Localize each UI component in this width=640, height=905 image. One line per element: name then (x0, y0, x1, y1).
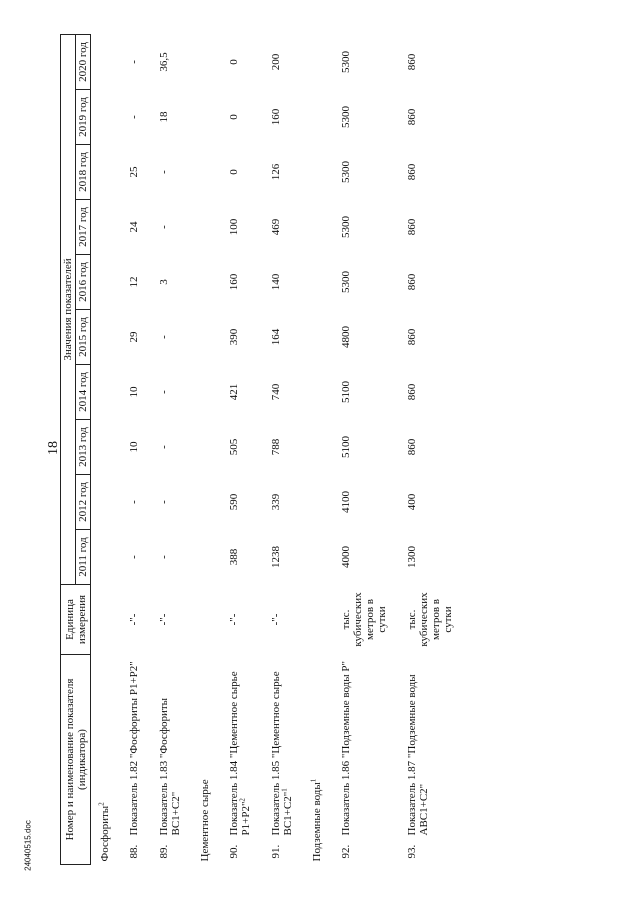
value-cell: 0 (228, 169, 240, 175)
value-cell: 3 (158, 279, 170, 285)
value-cell: 140 (270, 273, 282, 291)
category-row (91, 34, 120, 864)
indicator-name: Показатель 1.84 "Цементное сырье P1+P2" (228, 671, 252, 836)
value-cell: - (128, 115, 140, 119)
table-row (397, 34, 463, 864)
value-cell: 469 (270, 218, 282, 236)
header-year: 2020 год (76, 34, 91, 89)
value-cell: 590 (228, 493, 240, 511)
table-row (149, 34, 191, 864)
value-cell: 400 (406, 493, 418, 511)
indicator-name: Показатель 1.83 "Фосфориты ВС1+С2" (158, 697, 182, 836)
header-name: Номер и наименование показателя (индикатора) (61, 655, 91, 865)
value-cell: 860 (406, 383, 418, 401)
value-cell: 5300 (340, 216, 352, 238)
value-cell: - (128, 500, 140, 504)
value-cell: 164 (270, 328, 282, 346)
value-cell: 1238 (270, 546, 282, 568)
category-name: Фосфориты (99, 805, 111, 862)
value-cell: 25 (128, 166, 140, 178)
footer-filename: 24040515.doc (23, 820, 33, 871)
header-values-group: Значения показателей (61, 34, 76, 584)
value-cell: 0 (228, 114, 240, 120)
value-cell: 860 (406, 273, 418, 291)
table-row (219, 34, 261, 864)
indicator-name: Показатель 1.86 "Подземные воды P" (340, 661, 352, 836)
value-cell: - (158, 555, 170, 559)
value-cell: 4000 (340, 546, 352, 568)
category-name: Цементное сырье (199, 779, 211, 862)
header-unit: Единица измерения (61, 585, 91, 655)
value-cell: 0 (228, 59, 240, 65)
indicator-name: Показатель 1.82 "Фосфориты P1+P2" (128, 661, 140, 836)
value-cell: 4100 (340, 491, 352, 513)
value-cell: - (158, 390, 170, 394)
value-cell: 18 (158, 111, 170, 123)
table-row (331, 34, 397, 864)
value-cell: 24 (128, 221, 140, 233)
table-row (119, 34, 149, 864)
header-year: 2018 год (76, 145, 91, 200)
value-cell: 5100 (340, 381, 352, 403)
value-cell: 788 (270, 438, 282, 456)
header-year: 2019 год (76, 90, 91, 145)
rotated-table-container (60, 35, 510, 865)
value-cell: 5300 (340, 271, 352, 293)
value-cell: 126 (270, 163, 282, 181)
header-year: 2015 год (76, 310, 91, 365)
value-cell: 860 (406, 218, 418, 236)
indicators-table (60, 34, 463, 865)
value-cell: 12 (128, 276, 140, 288)
category-name: Подземные воды (311, 782, 323, 862)
header-year: 2014 год (76, 365, 91, 420)
value-cell: 160 (228, 273, 240, 291)
value-cell: - (158, 500, 170, 504)
table-row (261, 34, 303, 864)
indicator-name: Показатель 1.85 "Цементное сырье ВС1+С2" (270, 671, 294, 836)
page-number: 18 (46, 441, 61, 455)
value-cell: 10 (128, 386, 140, 398)
value-cell: - (128, 60, 140, 64)
value-cell: 390 (228, 328, 240, 346)
category-row (303, 34, 331, 864)
footnote-marker: 2 (97, 802, 106, 806)
row-number: 93. (406, 844, 418, 859)
unit-cell: тыс. кубических метров в сутки (406, 592, 454, 647)
unit-cell: -"- (158, 613, 170, 626)
value-cell: 36,5 (158, 52, 170, 72)
unit-cell: -"- (270, 613, 282, 626)
header-year: 2016 год (76, 255, 91, 310)
value-cell: 5100 (340, 436, 352, 458)
unit-cell: -"- (228, 613, 240, 626)
value-cell: 339 (270, 493, 282, 511)
row-number: 90. (228, 844, 240, 859)
row-number: 88. (128, 844, 140, 859)
header-year: 2017 год (76, 200, 91, 255)
value-cell: 4800 (340, 326, 352, 348)
value-cell: - (158, 170, 170, 174)
value-cell: 5300 (340, 161, 352, 183)
row-number: 92. (340, 844, 352, 859)
footnote-marker: 1 (309, 778, 318, 783)
value-cell: 860 (406, 53, 418, 71)
value-cell: 860 (406, 108, 418, 126)
value-cell: 5300 (340, 106, 352, 128)
value-cell: - (158, 445, 170, 449)
value-cell: - (158, 225, 170, 229)
value-cell: - (128, 555, 140, 559)
value-cell: 740 (270, 383, 282, 401)
value-cell: 29 (128, 331, 140, 343)
footnote-marker: 1 (280, 788, 289, 792)
row-number: 89. (158, 844, 170, 859)
value-cell: 505 (228, 438, 240, 456)
value-cell: 160 (270, 108, 282, 126)
unit-cell: тыс. кубических метров в сутки (340, 592, 388, 647)
footnote-marker: 2 (238, 798, 247, 802)
indicator-name: Показатель 1.87 "Подземные воды АВС1+С2" (406, 674, 430, 836)
value-cell: - (158, 335, 170, 339)
header-year: 2013 год (76, 420, 91, 475)
value-cell: 860 (406, 438, 418, 456)
category-row (191, 34, 219, 864)
value-cell: 100 (228, 218, 240, 236)
value-cell: 5300 (340, 50, 352, 73)
value-cell: 860 (406, 328, 418, 346)
value-cell: 421 (228, 383, 240, 401)
table-body (91, 34, 464, 864)
header-year: 2012 год (76, 475, 91, 530)
row-number: 91. (270, 844, 282, 859)
unit-cell: -"- (128, 613, 140, 626)
value-cell: 1300 (406, 546, 418, 568)
value-cell: 860 (406, 163, 418, 181)
value-cell: 10 (128, 441, 140, 453)
value-cell: 388 (228, 548, 240, 566)
header-year: 2011 год (76, 530, 91, 585)
value-cell: 200 (270, 53, 282, 71)
